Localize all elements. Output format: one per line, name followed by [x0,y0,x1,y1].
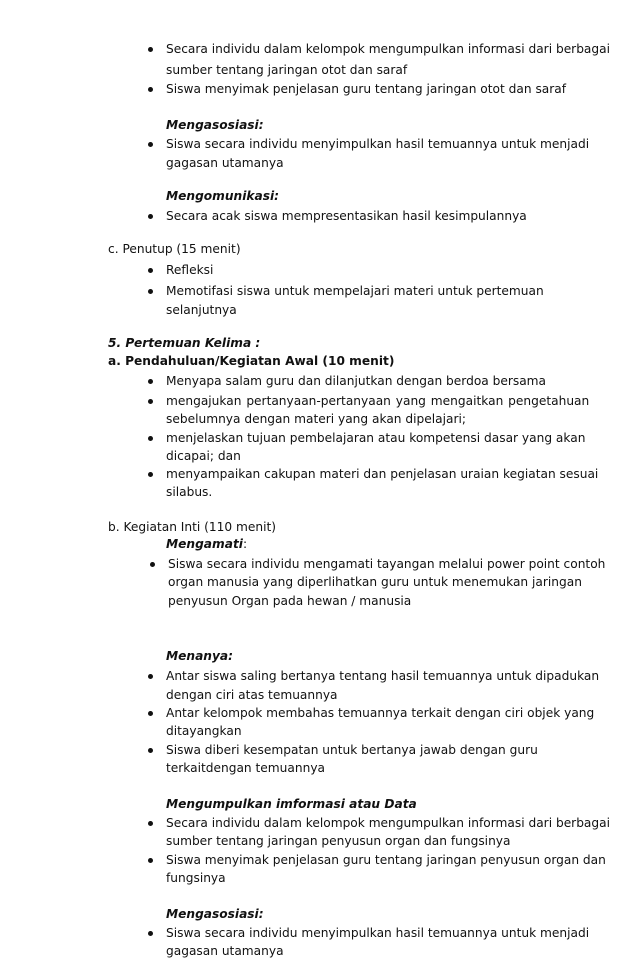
heading-mengasosiasi: Mengasosiasi: [166,907,264,921]
section-pertemuan-kelima-title: 5. Pertemuan Kelima : [108,336,261,350]
bullet-text: Antar kelompok membahas temuannya terkait dengan ciri objek yang [166,706,595,720]
bullet-text: Antar siswa saling bertanya tentang hasil temuannya untuk dipadukan [166,669,600,683]
bullet-text: menjelaskan tujuan pembelajaran atau kompetensi dasar yang akan [166,431,586,445]
bullet-icon [148,142,153,147]
bullet-icon [148,87,153,92]
bullet-icon [148,674,153,679]
bullet-icon [150,562,155,567]
section-penutup-title: c. Penutup (15 menit) [108,242,241,256]
bullet-text: Siswa secara individu menyimpulkan hasil temuannya untuk menjadi [166,137,590,151]
bullet-icon [148,858,153,863]
bullet-text-cont: sumber tentang jaringan penyusun organ dan fungsinya [166,834,511,848]
bullet-text-cont: silabus. [166,485,213,499]
section-inti-title: b. Kegiatan Inti (110 menit) [108,520,277,534]
bullet-text-cont: selanjutnya [166,303,237,317]
bullet-icon [148,289,153,294]
heading-mengumpulkan: Mengumpulkan imformasi atau Data [166,797,417,811]
bullet-text-cont: penyusun Organ pada hewan / manusia [168,594,412,608]
bullet-text: Secara individu dalam kelompok mengumpulkan informasi dari berbagai [166,42,610,56]
bullet-text-cont: fungsinya [166,871,226,885]
bullet-icon [148,379,153,384]
bullet-text: Siswa menyimak penjelasan guru tentang jaringan penyusun organ dan [166,853,606,867]
bullet-text: Siswa diberi kesempatan untuk bertanya jawab dengan guru [166,743,538,757]
bullet-text-cont: sumber tentang jaringan otot dan saraf [166,63,408,77]
bullet-icon [148,399,153,404]
bullet-text-cont: sebelumnya dengan materi yang akan dipelajari; [166,412,466,426]
bullet-text: Siswa menyimak penjelasan guru tentang jaringan otot dan saraf [166,82,567,96]
bullet-icon [148,214,153,219]
bullet-text-cont: dicapai; dan [166,449,241,463]
bullet-text: Siswa secara individu mengamati tayangan melalui power point contoh [168,557,606,571]
bullet-icon [148,711,153,716]
bullet-icon [148,472,153,477]
bullet-text-cont: terkaitdengan temuannya [166,761,325,775]
bullet-text: Menyapa salam guru dan dilanjutkan dengan berdoa bersama [166,374,547,388]
bullet-text-cont: organ manusia yang diperlihatkan guru untuk menemukan jaringan [168,575,582,589]
bullet-icon [148,821,153,826]
heading-mengamati: Mengamati: [166,537,248,551]
bullet-text: Refleksi [166,263,214,277]
heading-menanya: Menanya: [166,649,234,663]
bullet-icon [148,931,153,936]
bullet-text-cont: gagasan utamanya [166,944,284,958]
section-pendahuluan-title: a. Pendahuluan/Kegiatan Awal (10 menit) [108,354,395,368]
heading-mengasosiasi: Mengasosiasi: [166,118,264,132]
heading-mengomunikasi: Mengomunikasi: [166,189,280,203]
bullet-text: Secara individu dalam kelompok mengumpulkan informasi dari berbagai [166,816,610,830]
bullet-text: Memotifasi siswa untuk mempelajari materi untuk pertemuan [166,284,544,298]
bullet-text-cont: ditayangkan [166,724,242,738]
bullet-text-cont: dengan ciri atas temuannya [166,688,338,702]
bullet-text-cont: gagasan utamanya [166,156,284,170]
bullet-icon [148,47,153,52]
bullet-text: menyampaikan cakupan materi dan penjelasan uraian kegiatan sesuai [166,467,599,481]
bullet-text: mengajukan pertanyaan-pertanyaan yang mengaitkan pengetahuan [166,394,590,408]
bullet-icon [148,268,153,273]
bullet-text: Secara acak siswa mempresentasikan hasil kesimpulannya [166,209,527,223]
bullet-icon [148,436,153,441]
bullet-text: Siswa secara individu menyimpulkan hasil temuannya untuk menjadi [166,926,590,940]
bullet-icon [148,748,153,753]
